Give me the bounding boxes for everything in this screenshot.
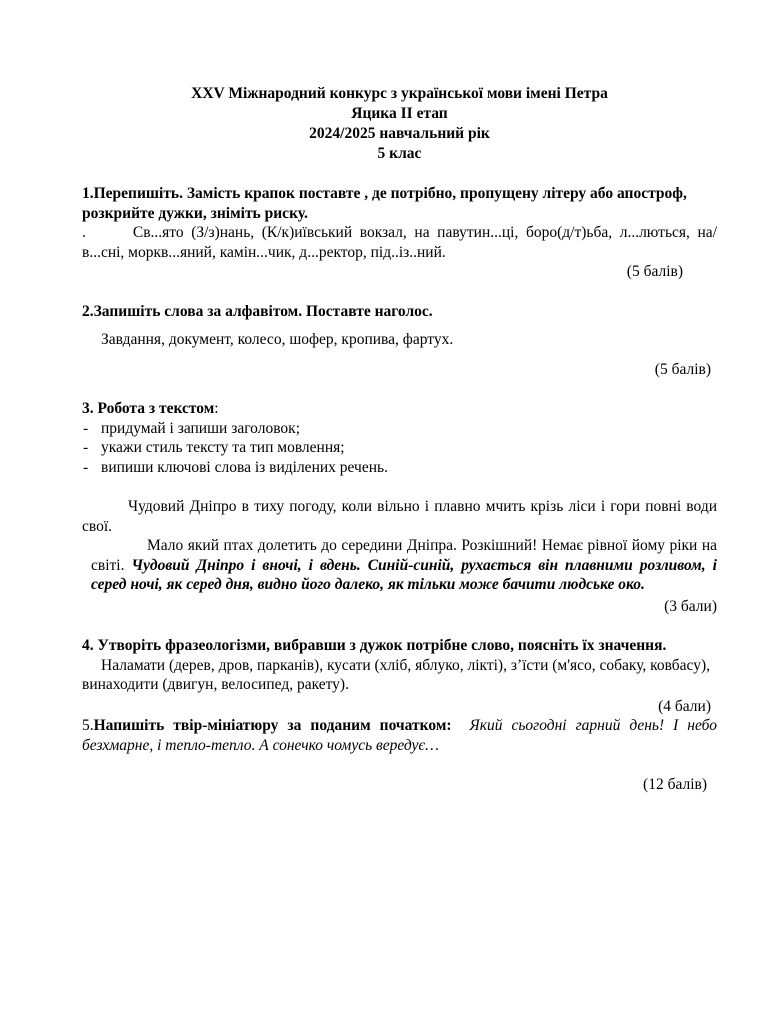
task-3-colon: : — [214, 400, 219, 417]
task-3-paragraph-2-plain: Мало який птах долетить до середини Дніпра. Розкішний! Немає рівної йому ріки на світі. — [91, 537, 717, 574]
task-2-words: Завдання, документ, колесо, шофер, кропива, фартух. — [101, 331, 454, 348]
task-3-points: (3 бали) — [664, 597, 717, 615]
document-page — [82, 84, 717, 795]
task-1-heading: 1.Перепишіть. Замість крапок поставте , де потрібно, пропущену літеру або апостроф, розкрийте дужки, зніміть риску. — [82, 185, 687, 222]
task-5-heading: Напишіть твір-мініатюру за поданим початком: — [93, 717, 452, 734]
task-3 — [82, 399, 717, 616]
document-title — [82, 84, 717, 164]
task-3-paragraph-1: Чудовий Дніпро в тиху погоду, коли вільно і плавно мчить крізь ліси і гори повні води свої. — [82, 498, 717, 535]
task-3-bullet-list — [82, 419, 717, 478]
task-5 — [82, 716, 717, 795]
title-line-2: Яцика ІІ етап — [351, 105, 448, 122]
title-line-4: 5 клас — [377, 145, 422, 162]
task-1-points: (5 балів) — [626, 263, 683, 280]
task-3-paragraph-2 — [82, 536, 717, 595]
task-3-bullet: - випиши ключові слова із виділених речень. — [82, 458, 717, 478]
task-3-heading: 3. Робота з текстом — [82, 400, 215, 417]
title-line-3: 2024/2025 навчальний рік — [309, 125, 490, 142]
task-4 — [82, 636, 717, 716]
task-4-heading: 4. Утворіть фразеологізми, вибравши з дужок потрібне слово, поясніть їх значення. — [82, 637, 667, 654]
task-1-text — [82, 223, 717, 262]
task-3-heading-line — [82, 399, 717, 419]
task-3-paragraph-2-highlighted: Чудовий Дніпро і вночі, і вдень. Синій-синій, рухається він плавними розливом, і серед ночі, як серед дня, видно його далеко, як тільки може бачити людське око. — [91, 556, 717, 593]
task-1-words: Св...ято (З/з)нань, (К/к)иївський вокзал, на павутин...ці, боро(д/т)ьба, л...лються, на/в...сні, моркв...яний, камін...чик, д...ректор, під..із..ний. — [82, 224, 717, 261]
title-line-1: XXV Міжнародний конкурс з української мови імені Петра — [191, 85, 608, 102]
task-2-points: (5 балів) — [654, 360, 711, 378]
task-4-points: (4 бали) — [658, 697, 711, 715]
task-5-points: (12 балів) — [643, 776, 707, 793]
task-2 — [82, 302, 717, 380]
task-5-text — [82, 716, 717, 755]
task-3-bullet: - укажи стиль тексту та тип мовлення; — [82, 438, 717, 458]
task-1-dot: . — [82, 224, 86, 241]
task-3-bullet: - придумай і запиши заголовок; — [82, 419, 717, 439]
task-1 — [82, 184, 717, 282]
task-4-text: Наламати (дерев, дров, парканів), кусати (хліб, яблуко, лікті), з’їсти (м'ясо, собаку, ковбасу), винаходити (двигун, велосипед, ракету). — [82, 656, 710, 693]
task-2-heading: 2.Запишіть слова за алфавітом. Поставте наголос. — [82, 302, 433, 320]
task-5-number: 5. — [82, 717, 94, 734]
task-5-start: Який сьогодні гарний день! І небо безхмарне, і тепло-тепло. А сонечко чомусь вередує… — [82, 717, 718, 754]
